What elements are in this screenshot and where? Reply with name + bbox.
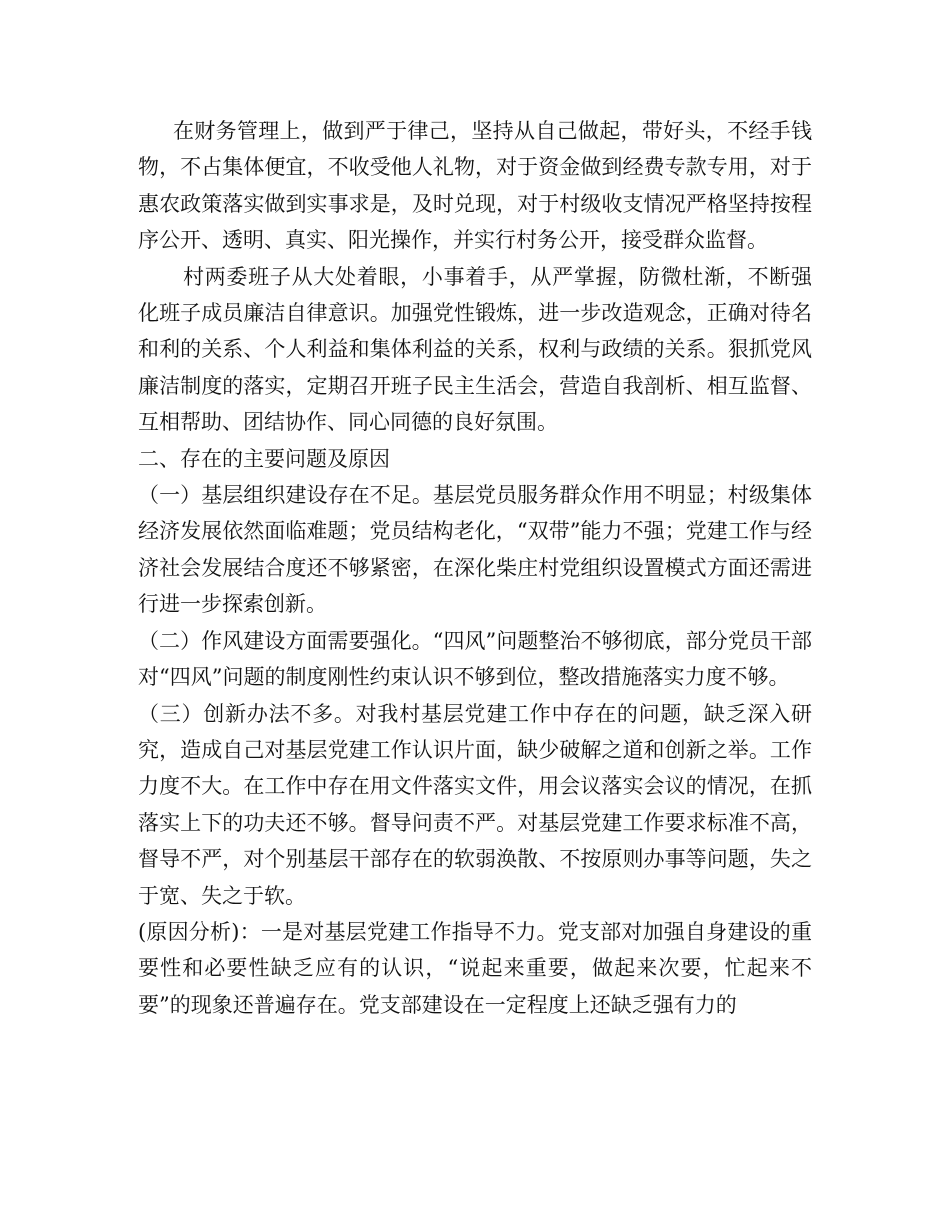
paragraph-finance-management: 在财务管理上，做到严于律己，坚持从自己做起，带好头，不经手钱物，不占集体便宜，不收受他人礼物，对于资金做到经费专款专用，对于惠农政策落实做到实事求是，及时兑现，对于村级收支情况严格坚持按程序公开、透明、真实、阳光操作，并实行村务公开，接受群众监督。 [138,119,812,253]
document-body [138,113,812,1023]
paragraph-cause-analysis: (原因分析)：一是对基层党建工作指导不力。党支部对加强自身建设的重要性和必要性缺乏应有的认识，“说起来重要，做起来次要，忙起来不要”的现象还普遍存在。党支部建设在一定程度上还缺乏强有力的 [138,919,812,1017]
paragraph-problem-2: （二）作风建设方面需要强化。“四风”问题整治不够彻底，部分党员干部对“四风”问题的制度刚性约束认识不够到位，整改措施落实力度不够。 [138,628,812,690]
paragraph-problem-3: （三）创新办法不多。对我村基层党建工作中存在的问题，缺乏深入研究，造成自己对基层党建工作认识片面，缺少破解之道和创新之举。工作力度不大。在工作中存在用文件落实文件，用会议落实会议的情况，在抓落实上下的功夫还不够。督导问责不严。对基层党建工作要求标准不高，督导不严，对个别基层干部存在的软弱涣散、不按原则办事等问题，失之于宽、失之于软。 [138,701,812,908]
paragraph-problem-1: （一）基层组织建设存在不足。基层党员服务群众作用不明显；村级集体经济发展依然面临难题；党员结构老化，“双带”能力不强；党建工作与经济社会发展结合度还不够紧密，在深化柴庄村党组织设置模式方面还需进行进一步探索创新。 [138,483,812,617]
paragraph-village-committee: 村两委班子从大处着眼，小事着手，从严掌握，防微杜渐，不断强化班子成员廉洁自律意识。加强党性锻炼，进一步改造观念，正确对待名和利的关系、个人利益和集体利益的关系，权利与政绩的关系。狠抓党风廉洁制度的落实，定期召开班子民主生活会，营造自我剖析、相互监督、互相帮助、团结协作、同心同德的良好氛围。 [138,264,812,435]
section-heading-problems: 二、存在的主要问题及原因 [138,446,390,471]
